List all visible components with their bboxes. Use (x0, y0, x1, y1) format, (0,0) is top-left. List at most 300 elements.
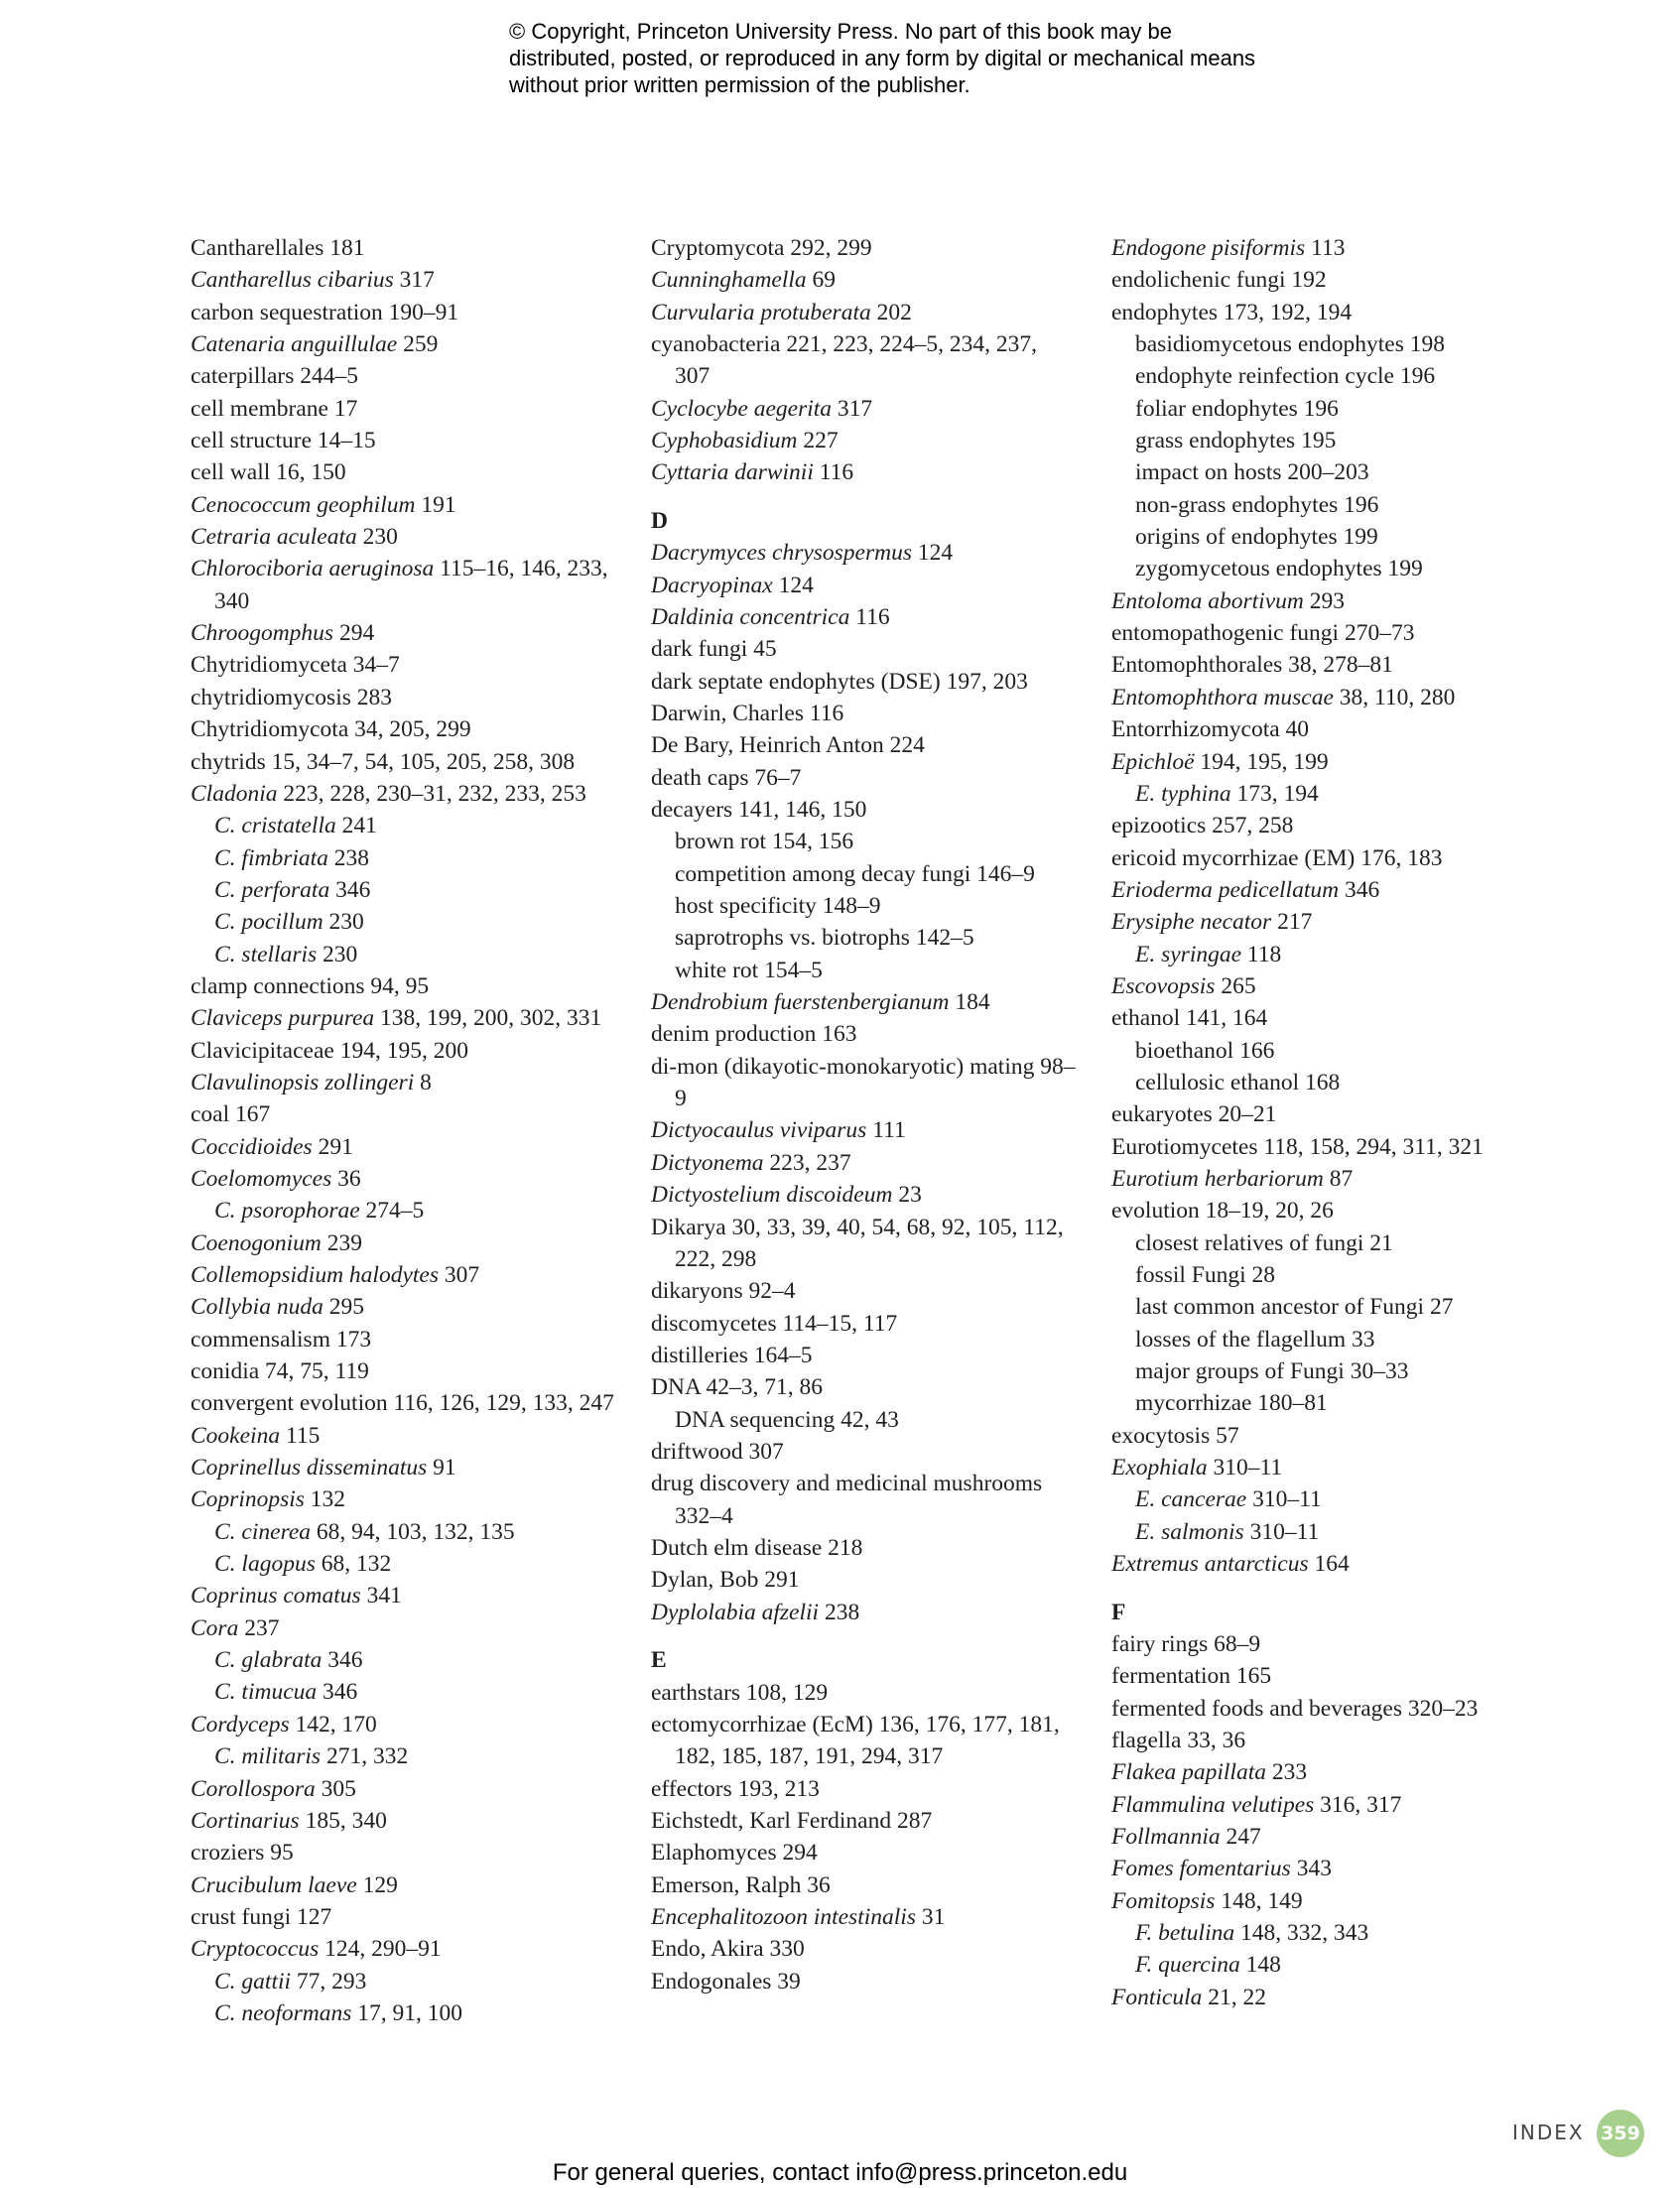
entry-term-italic: Coprinellus disseminatus (191, 1455, 428, 1481)
entry-text: basidiomycetous endophytes 198 (1135, 331, 1445, 358)
entry-text: 116 (849, 603, 890, 630)
copyright-notice: © Copyright, Princeton University Press. No part of this book may be distributed, posted, or reproduced in any form by digital or mechanical means without prior written permission of the publisher. (509, 19, 1256, 97)
index-entry (1111, 1098, 1548, 1130)
entry-text: 116 (813, 459, 854, 486)
entry-text: Elaphomyces 294 (651, 1840, 818, 1866)
entry-term-italic: Cunninghamella (651, 267, 807, 294)
index-subentry (191, 1195, 627, 1226)
entry-text: caterpillars 244–5 (191, 363, 359, 390)
index-subentry (1111, 1516, 1548, 1548)
index-subentry (1111, 1917, 1548, 1949)
entry-term-italic: F. quercina (1135, 1952, 1240, 1979)
entry-text: Entorrhizomycota 40 (1111, 716, 1310, 743)
index-entry (1111, 232, 1548, 264)
entry-text: 91 (427, 1455, 456, 1481)
index-entry (1111, 297, 1548, 328)
entry-text: DNA 42–3, 71, 86 (651, 1374, 823, 1401)
index-entry (1111, 1163, 1548, 1195)
entry-text: 173, 194 (1230, 780, 1319, 807)
entry-text: zygomycetous endophytes 199 (1135, 556, 1423, 582)
index-entry (651, 1340, 1078, 1371)
index-entry (1111, 1548, 1548, 1580)
entry-text: 310–11 (1243, 1518, 1320, 1545)
entry-term-italic: Coelomomyces (191, 1165, 332, 1192)
entry-text: fermented foods and beverages 320–23 (1111, 1695, 1479, 1722)
entry-term-italic: Dictyonema (651, 1149, 764, 1176)
index-subentry (651, 826, 1078, 857)
entry-text: brown rot 154, 156 (675, 829, 854, 855)
index-subentry (1111, 1483, 1548, 1515)
entry-text: 38, 110, 280 (1333, 684, 1456, 710)
entry-term-italic: Escovopsis (1111, 972, 1216, 999)
entry-term-italic: Fomes fomentarius (1111, 1856, 1291, 1882)
entry-text: coal 167 (191, 1101, 271, 1128)
index-entry (1111, 1821, 1548, 1853)
entry-text: competition among decay fungi 146–9 (675, 860, 1035, 887)
index-subentry (191, 1548, 627, 1580)
entry-term-italic: Clavulinopsis zollingeri (191, 1069, 415, 1095)
index-entry (191, 1002, 627, 1034)
index-entry (191, 1387, 627, 1419)
index-column-1 (191, 232, 627, 2029)
index-subentry (1111, 1324, 1548, 1355)
index-entry (1111, 1725, 1548, 1756)
index-subentry (651, 858, 1078, 890)
index-entry (651, 1933, 1078, 1965)
index-entry (651, 393, 1078, 425)
entry-text: eukaryotes 20–21 (1111, 1101, 1277, 1128)
entry-text: Eichstedt, Karl Ferdinand 287 (651, 1807, 933, 1834)
index-entry (191, 489, 627, 521)
entry-term-italic: Fomitopsis (1111, 1887, 1216, 1914)
entry-text: 111 (866, 1117, 906, 1144)
index-subentry (1111, 425, 1548, 456)
index-subentry (1111, 1035, 1548, 1067)
entry-text: 293 (1303, 587, 1345, 614)
entry-text: 217 (1271, 909, 1313, 936)
index-entry (1111, 1660, 1548, 1692)
entry-text: origins of endophytes 199 (1135, 524, 1378, 551)
entry-text: carbon sequestration 190–91 (191, 299, 459, 325)
entry-text: 68, 132 (315, 1551, 392, 1578)
entry-term-italic: Entomophthora muscae (1111, 684, 1334, 710)
entry-term-italic: C. gattii (214, 1968, 292, 1995)
index-entry (651, 1677, 1078, 1709)
entry-text: 238 (819, 1599, 860, 1625)
index-entry (651, 1275, 1078, 1307)
section-label: INDEX (1512, 2121, 1585, 2144)
index-entry (1111, 713, 1548, 745)
entry-term-italic: Cora (191, 1614, 239, 1641)
entry-text: E (651, 1647, 667, 1674)
entry-term-italic: Catenaria anguillulae (191, 331, 398, 358)
entry-term-italic: Eurotium herbariorum (1111, 1165, 1324, 1192)
index-entry (191, 328, 627, 360)
index-subentry (651, 1404, 1078, 1436)
entry-term-italic: Cryptococcus (191, 1936, 320, 1963)
entry-text: cyanobacteria 221, 223, 224–5, 234, 237, 307 (651, 331, 1037, 390)
entry-text: Endo, Akira 330 (651, 1936, 805, 1963)
entry-text: cell structure 14–15 (191, 428, 376, 454)
entry-term-italic: Collemopsidium halodytes (191, 1262, 439, 1288)
index-entry (191, 970, 627, 1002)
index-entry (191, 1452, 627, 1483)
entry-text: denim production 163 (651, 1021, 857, 1048)
entry-term-italic: Cyclocybe aegerita (651, 395, 833, 422)
entry-text: 227 (797, 428, 839, 454)
entry-text: 36 (331, 1165, 361, 1192)
entry-text: bioethanol 166 (1135, 1037, 1275, 1064)
entry-term-italic: Cyphobasidium (651, 428, 798, 454)
entry-text: Endogonales 39 (651, 1968, 801, 1995)
entry-text: Cryptomycota 292, 299 (651, 235, 872, 261)
index-subentry (1111, 328, 1548, 360)
index-entry (651, 1805, 1078, 1837)
entry-text: 124 (772, 572, 814, 598)
entry-text: 241 (335, 813, 377, 839)
entry-term-italic: Corollospora (191, 1775, 316, 1802)
entry-term-italic: Chroogomphus (191, 620, 334, 647)
entry-term-italic: E. typhina (1135, 780, 1231, 807)
entry-term-italic: Coccidioides (191, 1133, 313, 1160)
index-entry (1111, 1452, 1548, 1483)
index-subentry (1111, 1949, 1548, 1981)
entry-text: dikaryons 92–4 (651, 1278, 796, 1305)
entry-text: grass endophytes 195 (1135, 428, 1337, 454)
entry-text: closest relatives of fungi 21 (1135, 1229, 1393, 1256)
entry-text: 118 (1241, 941, 1282, 967)
entry-term-italic: E. syringae (1135, 941, 1242, 967)
entry-text: 115 (280, 1422, 321, 1449)
entry-text: 194, 195, 199 (1194, 748, 1329, 775)
index-entry (651, 986, 1078, 1018)
index-subentry (191, 1516, 627, 1548)
index-subentry (191, 874, 627, 906)
entry-text: driftwood 307 (651, 1438, 784, 1465)
entry-term-italic: C. neoformans (214, 1999, 352, 2026)
index-subentry (1111, 1291, 1548, 1323)
entry-text: effectors 193, 213 (651, 1775, 820, 1802)
entry-text: 113 (1305, 235, 1346, 261)
entry-text: 132 (304, 1486, 346, 1513)
entry-text: Chytridiomycota 34, 205, 299 (191, 716, 471, 743)
entry-term-italic: Cortinarius (191, 1807, 300, 1834)
entry-text: 129 (356, 1871, 398, 1898)
entry-text: crust fungi 127 (191, 1903, 332, 1930)
index-subentry (1111, 456, 1548, 488)
entry-text: 164 (1308, 1551, 1350, 1578)
entry-text: 346 (1339, 876, 1380, 903)
index-entry (651, 729, 1078, 761)
entry-term-italic: C. cinerea (214, 1518, 312, 1545)
index-entry (651, 232, 1078, 264)
index-entry (191, 1291, 627, 1323)
index-entry (191, 264, 627, 296)
entry-text: host specificity 148–9 (675, 893, 881, 920)
index-column-2 (651, 232, 1078, 1997)
index-entry (191, 360, 627, 392)
index-entry (651, 1018, 1078, 1050)
index-entry (651, 537, 1078, 569)
entry-text: D (651, 507, 668, 534)
index-entry (191, 682, 627, 713)
entry-text: 346 (329, 876, 371, 903)
entry-text: Darwin, Charles 116 (651, 701, 844, 726)
entry-text: chytridiomycosis 283 (191, 684, 392, 710)
entry-text: cellulosic ethanol 168 (1135, 1069, 1341, 1095)
index-subentry (1111, 939, 1548, 970)
entry-term-italic: Coprinopsis (191, 1486, 305, 1513)
index-subentry (1111, 1259, 1548, 1291)
entry-text: endolichenic fungi 192 (1111, 267, 1327, 294)
index-entry (191, 746, 627, 778)
index-entry (191, 1420, 627, 1452)
entry-text: 316, 317 (1314, 1791, 1402, 1818)
index-entry (651, 1597, 1078, 1628)
entry-text: 230 (317, 941, 358, 967)
index-subentry (191, 842, 627, 874)
entry-term-italic: F. betulina (1135, 1920, 1235, 1947)
entry-term-italic: Erysiphe necator (1111, 909, 1272, 936)
index-entry (651, 698, 1078, 729)
entry-term-italic: C. glabrata (214, 1647, 323, 1674)
index-entry (191, 1227, 627, 1259)
index-entry (1111, 970, 1548, 1002)
index-entry (191, 297, 627, 328)
entry-text: 317 (832, 395, 873, 422)
index-entry (651, 1114, 1078, 1146)
entry-term-italic: Encephalitozoon intestinalis (651, 1903, 916, 1930)
entry-text: 148, 332, 343 (1234, 1920, 1369, 1947)
entry-term-italic: Collybia nuda (191, 1294, 323, 1321)
entry-text: entomopathogenic fungi 270–73 (1111, 620, 1415, 647)
index-entry (1111, 1885, 1548, 1917)
index-subentry (1111, 1227, 1548, 1259)
index-subentry (1111, 778, 1548, 810)
index-entry (1111, 1789, 1548, 1821)
entry-text: decayers 141, 146, 150 (651, 797, 867, 824)
index-subentry (651, 922, 1078, 954)
entry-text: 271, 332 (321, 1743, 409, 1770)
entry-text: 291 (312, 1133, 353, 1160)
entry-term-italic: Cyttaria darwinii (651, 459, 814, 486)
entry-text: dark fungi 45 (651, 636, 777, 663)
entry-text: fossil Fungi 28 (1135, 1262, 1276, 1288)
entry-text: 239 (321, 1229, 362, 1256)
entry-text: 343 (1290, 1856, 1332, 1882)
entry-text: 17, 91, 100 (351, 1999, 463, 2026)
index-entry (191, 425, 627, 456)
entry-text: 185, 340 (299, 1807, 387, 1834)
entry-text: 341 (360, 1583, 402, 1609)
entry-term-italic: C. psorophorae (214, 1198, 360, 1224)
entry-text: impact on hosts 200–203 (1135, 459, 1369, 486)
entry-text: convergent evolution 116, 126, 129, 133, 247 (191, 1390, 614, 1417)
index-entry (191, 1483, 627, 1515)
index-entry (191, 1837, 627, 1868)
index-entry (1111, 842, 1548, 874)
index-entry (651, 1532, 1078, 1564)
entry-term-italic: Fonticula (1111, 1984, 1203, 2010)
entry-text: 148 (1239, 1952, 1281, 1979)
index-entry (651, 264, 1078, 296)
entry-text: saprotrophs vs. biotrophs 142–5 (675, 925, 974, 952)
index-subentry (1111, 521, 1548, 553)
entry-term-italic: Dendrobium fuerstenbergianum (651, 989, 950, 1016)
index-subentry (191, 1740, 627, 1772)
entry-text: 310–11 (1246, 1486, 1322, 1513)
entry-text: 247 (1220, 1824, 1261, 1851)
index-entry (651, 633, 1078, 665)
index-entry (1111, 264, 1548, 296)
entry-text: 230 (323, 909, 364, 936)
index-entry (651, 1371, 1078, 1403)
entry-term-italic: Flammulina velutipes (1111, 1791, 1315, 1818)
index-entry (191, 1259, 627, 1291)
index-entry (651, 794, 1078, 826)
entry-text: 115–16, 146, 233, 340 (214, 556, 608, 614)
entry-text: clamp connections 94, 95 (191, 972, 430, 999)
index-subentry (1111, 489, 1548, 521)
index-entry (191, 1709, 627, 1740)
entry-text: 346 (317, 1679, 358, 1706)
entry-term-italic: Flakea papillata (1111, 1759, 1266, 1786)
entry-text: 346 (322, 1647, 363, 1674)
entry-text: 124, 290–91 (319, 1936, 442, 1963)
entry-text: 265 (1215, 972, 1256, 999)
index-subentry (191, 906, 627, 938)
entry-term-italic: C. cristatella (214, 813, 336, 839)
entry-term-italic: Daldinia concentrica (651, 603, 850, 630)
entry-text: croziers 95 (191, 1840, 294, 1866)
entry-term-italic: Extremus antarcticus (1111, 1551, 1309, 1578)
entry-text: chytrids 15, 34–7, 54, 105, 205, 258, 308 (191, 748, 576, 775)
index-entry (1111, 1195, 1548, 1226)
entry-text: 184 (949, 989, 990, 1016)
index-entry (651, 1468, 1078, 1532)
index-entry (651, 1436, 1078, 1468)
entry-term-italic: Dictyocaulus viviparus (651, 1117, 867, 1144)
entry-text: dark septate endophytes (DSE) 197, 203 (651, 668, 1028, 695)
index-entry (1111, 1982, 1548, 2013)
entry-term-italic: E. cancerae (1135, 1486, 1247, 1513)
entry-text: 148, 149 (1215, 1887, 1303, 1914)
entry-text: distilleries 164–5 (651, 1342, 813, 1368)
index-entry (191, 1098, 627, 1130)
index-entry (651, 1308, 1078, 1340)
entry-text: 223, 237 (763, 1149, 851, 1176)
entry-term-italic: C. timucua (214, 1679, 318, 1706)
entry-text: epizootics 257, 258 (1111, 813, 1294, 839)
entry-text: 87 (1323, 1165, 1354, 1192)
index-entry (1111, 617, 1548, 649)
entry-term-italic: C. pocillum (214, 909, 323, 936)
entry-text: 77, 293 (291, 1968, 367, 1995)
entry-text: 142, 170 (289, 1711, 377, 1738)
entry-term-italic: Cenococcum geophilum (191, 491, 416, 518)
index-entry (1111, 1002, 1548, 1034)
entry-text: Entomophthorales 38, 278–81 (1111, 652, 1393, 679)
index-subentry (1111, 1067, 1548, 1098)
entry-text: 294 (333, 620, 375, 647)
index-entry (651, 1212, 1078, 1276)
index-subentry (191, 1966, 627, 1997)
entry-text: Chytridiomyceta 34–7 (191, 652, 400, 679)
entry-text: Dylan, Bob 291 (651, 1567, 800, 1594)
index-entry (1111, 1628, 1548, 1660)
index-entry (191, 1933, 627, 1965)
entry-text: discomycetes 114–15, 117 (651, 1310, 898, 1337)
entry-text: di-mon (dikayotic-monokaryotic) mating 98–9 (651, 1053, 1076, 1112)
entry-term-italic: Cookeina (191, 1422, 281, 1449)
index-subentry (191, 1676, 627, 1708)
index-entry (651, 425, 1078, 456)
index-entry (191, 649, 627, 681)
entry-text: Dikarya 30, 33, 39, 40, 54, 68, 92, 105, 112, 222, 298 (651, 1214, 1064, 1272)
entry-term-italic: Exophiala (1111, 1455, 1208, 1481)
index-entry (191, 521, 627, 553)
index-entry (651, 1901, 1078, 1933)
index-entry (191, 1035, 627, 1067)
entry-text: DNA sequencing 42, 43 (675, 1406, 899, 1433)
index-subentry (191, 1997, 627, 2029)
index-entry (651, 1869, 1078, 1901)
entry-text: 295 (323, 1294, 364, 1321)
index-entry (191, 232, 627, 264)
index-entry (651, 1837, 1078, 1868)
index-entry (651, 1709, 1078, 1773)
entry-text: 138, 199, 200, 302, 331 (374, 1005, 602, 1032)
index-entry (1111, 746, 1548, 778)
index-entry (1111, 810, 1548, 841)
entry-text: 191 (415, 491, 456, 518)
index-entry (191, 713, 627, 745)
index-entry (1111, 906, 1548, 938)
entry-text: ericoid mycorrhizae (EM) 176, 183 (1111, 844, 1443, 871)
entry-text: 307 (439, 1262, 480, 1288)
entry-text: mycorrhizae 180–81 (1135, 1390, 1328, 1417)
entry-term-italic: Coenogonium (191, 1229, 322, 1256)
index-entry (1111, 1131, 1548, 1163)
index-entry (191, 1355, 627, 1387)
entry-term-italic: Dyplolabia afzelii (651, 1599, 820, 1625)
entry-text: foliar endophytes 196 (1135, 395, 1339, 422)
entry-term-italic: C. perforata (214, 876, 330, 903)
entry-text: 31 (915, 1903, 946, 1930)
index-entry (651, 1966, 1078, 1997)
entry-term-italic: Crucibulum laeve (191, 1871, 357, 1898)
index-entry (651, 297, 1078, 328)
entry-text: 68, 94, 103, 132, 135 (311, 1518, 515, 1545)
index-entry (651, 1051, 1078, 1115)
index-entry (651, 1147, 1078, 1179)
entry-text: 23 (892, 1182, 922, 1209)
index-entry (651, 762, 1078, 794)
index-entry (1111, 1420, 1548, 1452)
index-subentry (1111, 393, 1548, 425)
entry-text: 259 (397, 331, 439, 358)
entry-term-italic: Coprinus comatus (191, 1583, 361, 1609)
entry-term-italic: Dacrymyces chrysospermus (651, 540, 912, 567)
entry-text: death caps 76–7 (651, 764, 802, 791)
index-entry (651, 456, 1078, 488)
entry-text: 274–5 (359, 1198, 425, 1224)
index-entry (191, 1869, 627, 1901)
index-entry (191, 778, 627, 810)
entry-term-italic: Erioderma pedicellatum (1111, 876, 1340, 903)
entry-text: ectomycorrhizae (EcM) 136, 176, 177, 181, 182, 185, 187, 191, 294, 317 (651, 1711, 1060, 1770)
index-subentry (1111, 360, 1548, 392)
